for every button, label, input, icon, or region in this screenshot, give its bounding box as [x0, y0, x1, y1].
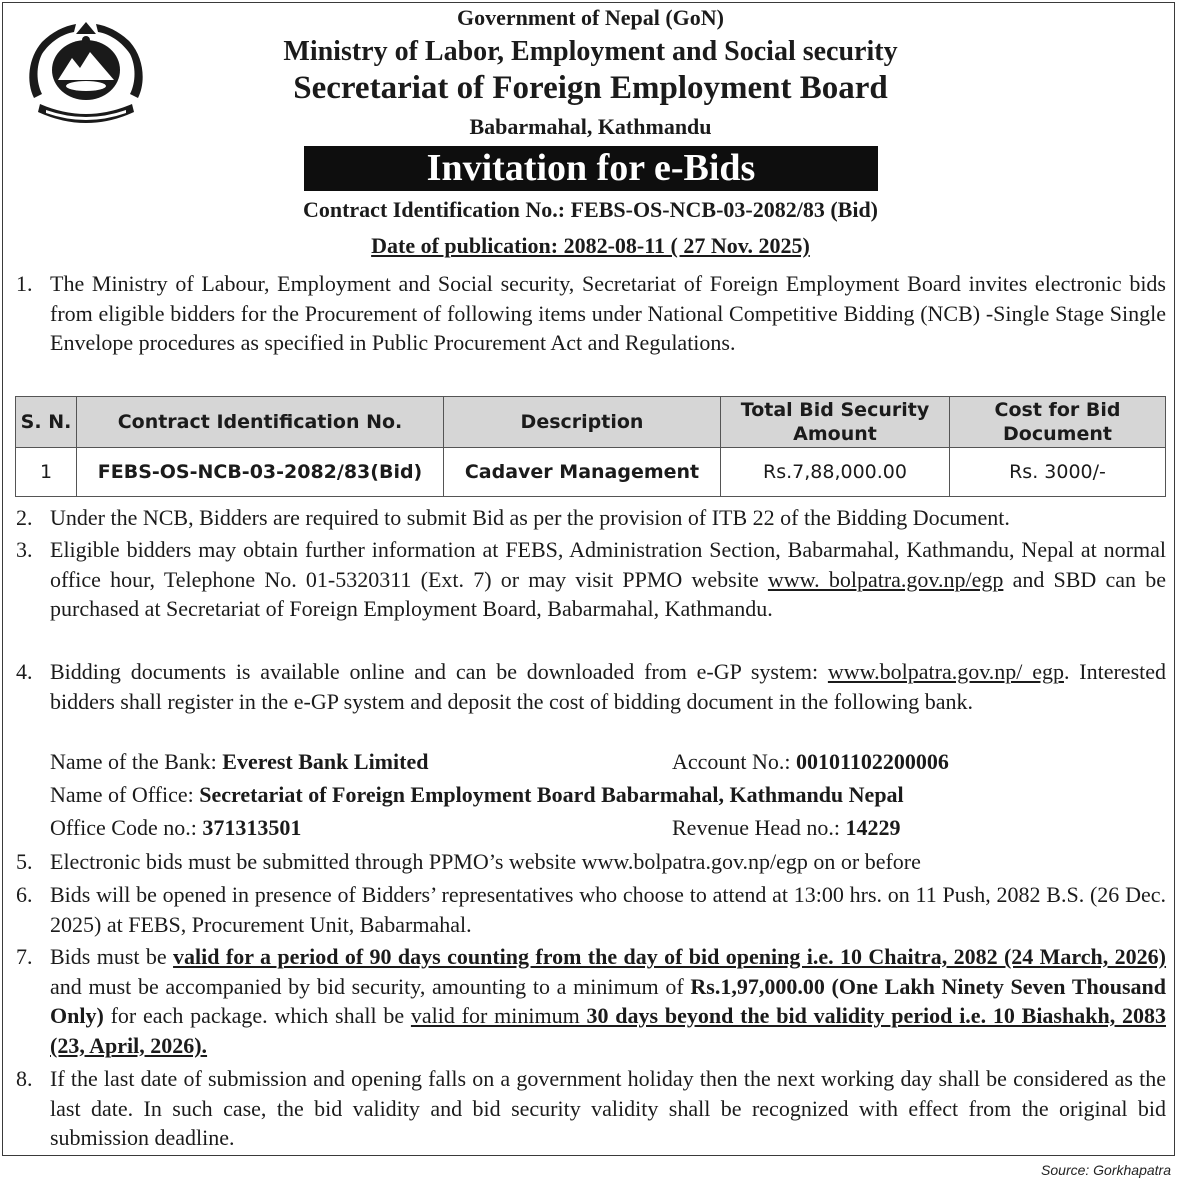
paragraph-7: Bids must be valid for a period of 90 days counting from the day of bid opening i.e. 10 Chaitra, 2082 (24 March, 2026) and must be accompanied by bid security, amounting to a minimum of Rs.1,97,000.00 (One Lakh Ninety Seven Thousand Only) for each package. which shall be valid for minimum 30 days beyond the bid validity period i.e. 10 Biashakh, 2083 (23, April, 2026).: [50, 944, 1167, 1058]
office-name: Name of Office: Secretariat of Foreign Employment Board Babarmahal, Kathmandu Nepal: [50, 782, 904, 807]
item-number: 8.: [16, 1066, 33, 1091]
col-header-contract-id: Contract Identification No.: [77, 397, 444, 448]
table-row: [16, 448, 1166, 497]
account-number: Account No.: 00101102200006: [672, 749, 949, 774]
cell-bid-cost: Rs. 3000/-: [950, 448, 1166, 497]
item-number: 5.: [16, 849, 33, 874]
col-header-bid-cost: Cost for Bid Document: [950, 397, 1166, 448]
item-number: 6.: [16, 882, 33, 907]
office-code: Office Code no.: 371313501: [50, 815, 302, 840]
paragraph-4: Bidding documents is available online and can be downloaded from e-GP system: www.bolpatra.gov.np/ egp. Interested bidders shall register in the e-GP system and deposit the cost of bidding document in the following bank.: [50, 659, 1167, 714]
ministry-heading: Ministry of Labor, Employment and Social security: [283, 36, 898, 67]
paragraph-1: The Ministry of Labour, Employment and Social security, Secretariat of Foreign Employment Board invites electronic bids from eligible bidders for the Procurement of following items under National Competitive Bidding (NCB) -Single Stage Single Envelope procedures as specified in Public Procurement Act and Regulations.: [50, 271, 1166, 355]
paragraph-6: Bids will be opened in presence of Bidders’ representatives who choose to attend at 13:00 hrs. on 11 Push, 2082 B.S. (26 Dec. 2025) at FEBS, Procurement Unit, Babarmahal.: [50, 882, 1166, 937]
item-number: 1.: [16, 271, 33, 296]
egp-link[interactable]: www.bolpatra.gov.np/ egp: [827, 659, 1064, 684]
item-number: 4.: [16, 659, 33, 684]
revenue-head: Revenue Head no.: 14229: [672, 815, 901, 840]
paragraph-5: Electronic bids must be submitted through PPMO’s website www.bolpatra.gov.np/egp on or before: [50, 849, 921, 874]
office-address: Babarmahal, Kathmandu: [469, 114, 712, 139]
paragraph-3: Eligible bidders may obtain further information at FEBS, Administration Section, Babarmahal, Kathmandu, Nepal at normal office hour, Telephone No. 01-5320311 (Ext. 7) or may visit PPMO website www. bolpatra.gov.np/egp and SBD can be purchased at Secretariat of Foreign Employment Board, Babarmahal, Kathmandu.: [50, 537, 1167, 621]
item-number: 3.: [16, 537, 33, 562]
cell-sn: 1: [16, 448, 77, 497]
table-header-row: [16, 397, 1166, 448]
source-credit: Source: Gorkhapatra: [1041, 1162, 1171, 1178]
col-header-bid-security: Total Bid Security Amount: [721, 397, 950, 448]
bid-table: [15, 396, 1166, 497]
col-header-description: Description: [444, 397, 721, 448]
page-title: Invitation for e-Bids: [304, 146, 878, 191]
government-heading: Government of Nepal (GoN): [456, 5, 724, 30]
ppmo-link[interactable]: www. bolpatra.gov.np/egp: [767, 566, 1004, 592]
item-number: 2.: [16, 505, 33, 530]
cell-bid-security: Rs.7,88,000.00: [721, 448, 950, 497]
publication-date: Date of publication: 2082-08-11 ( 27 Nov. 2025): [371, 233, 810, 258]
cell-description: Cadaver Management: [444, 448, 721, 497]
contract-id-line: Contract Identification No.: FEBS-OS-NCB-03-2082/83 (Bid): [302, 197, 879, 222]
cell-contract-id: FEBS-OS-NCB-03-2082/83(Bid): [77, 448, 444, 497]
paragraph-8: If the last date of submission and opening falls on a government holiday then the next working day shall be considered as the last date. In such case, the bid validity and bid security validity shall be recognized with effect from the original bid submission deadline.: [50, 1066, 1166, 1150]
item-number: 7.: [16, 944, 33, 969]
paragraph-2: Under the NCB, Bidders are required to submit Bid as per the provision of ITB 22 of the Bidding Document.: [50, 505, 1010, 530]
col-header-sn: S. N.: [16, 397, 77, 448]
bank-name: Name of the Bank: Everest Bank Limited: [50, 749, 429, 774]
secretariat-heading: Secretariat of Foreign Employment Board: [293, 70, 888, 106]
